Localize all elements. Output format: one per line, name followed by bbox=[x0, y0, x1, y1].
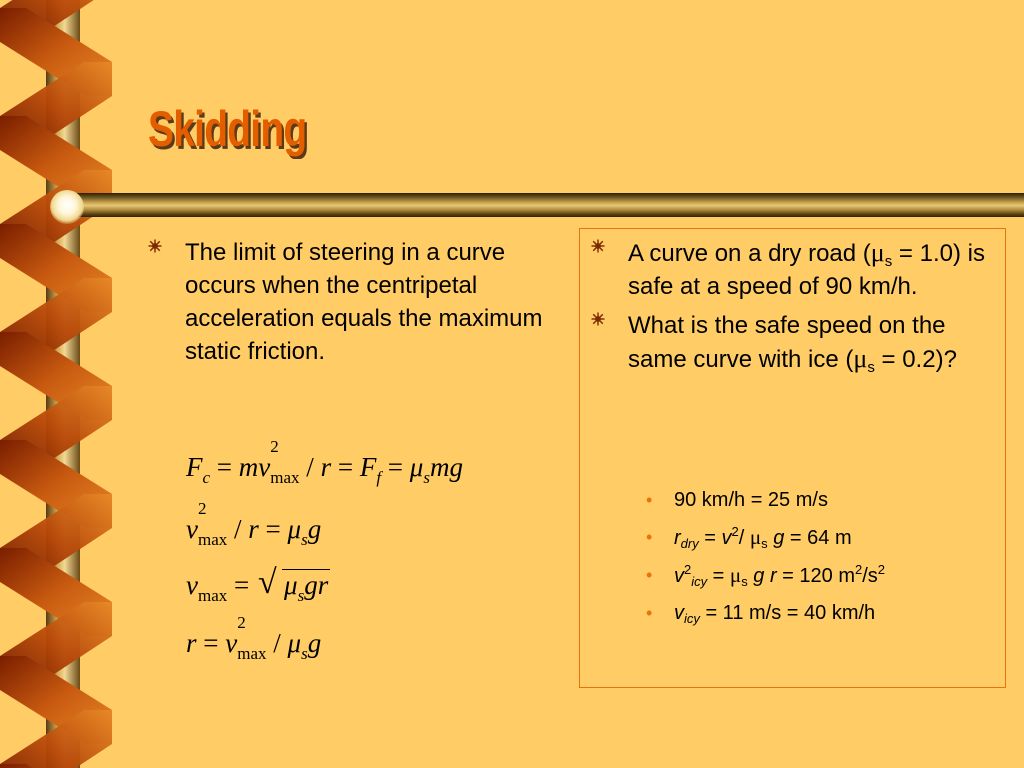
asterisk-flower-icon bbox=[591, 239, 605, 253]
dot-icon: • bbox=[646, 603, 653, 623]
sub-bullet-list bbox=[646, 489, 994, 639]
list-item: What is the safe speed on the same curve with ice $(\mu_s = 0.2)$? bbox=[628, 309, 998, 376]
dot-icon: • bbox=[646, 490, 653, 510]
list-item: A curve on a dry road $(\mu_s = 1.0)$ is safe at a speed of 90 km/h. bbox=[628, 236, 998, 303]
horizontal-rod bbox=[62, 193, 1024, 217]
asterisk-flower-icon bbox=[591, 312, 605, 326]
rod-knob bbox=[50, 190, 84, 224]
list-item: • $v^2_{icy} = \mu_s$ g r = 120 $m^2/s^2$ bbox=[646, 562, 886, 589]
equation-2: v 2 $_{max} / r = \mu_sg$ bbox=[186, 499, 322, 549]
braided-rope-decoration bbox=[0, 0, 115, 768]
page-title: Skidding bbox=[148, 101, 307, 157]
equation-1: $F_c$ = mv 2 $_{max} / r = F_f = \mu_smg$ bbox=[186, 437, 463, 487]
dot-icon: • bbox=[646, 565, 653, 585]
asterisk-flower-icon bbox=[148, 239, 162, 253]
list-item bbox=[185, 236, 545, 368]
equation-4: r = v 2 $_{max} / \mu_sg$ bbox=[186, 613, 322, 663]
right-bullet-list bbox=[628, 236, 998, 382]
sqrt-sign: √ $\mu_sgr$ bbox=[258, 564, 329, 605]
dot-icon: • bbox=[646, 527, 653, 547]
equation-3: $v_{max}$ = √ $\mu_sgr$ bbox=[186, 564, 329, 605]
left-bullet-text: The limit of steering in a curve occurs when the centripetal acceleration equals the maximum static friction. bbox=[185, 239, 543, 365]
list-item: • $v_{icy} = 11$ m/s = 40 km/h bbox=[646, 602, 876, 626]
list-item: • 90 km/h = 25 m/s bbox=[646, 489, 828, 511]
list-item: • $r_{dry} = v^2/$ $\mu_s$ g = 64 m bbox=[646, 524, 852, 551]
left-bullet-list bbox=[185, 236, 545, 368]
